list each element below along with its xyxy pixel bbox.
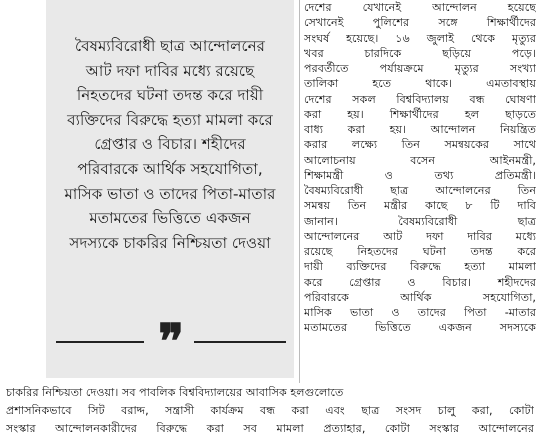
text-line: রয়েছে নিহতদের ঘটনা তদন্ত করে [304,245,536,258]
pull-quote-rule-left [56,341,144,343]
column-divider [299,0,300,383]
text-line: বৈষম্যবিরোধী ছাত্র আন্দোলনের তিন [304,184,536,197]
text-line: বাধ্য করা হয়। আন্দোলন নিয়ন্ত্রিত [304,123,536,136]
text-line: করে গ্রেপ্তার ও বিচার। শহীদদের [304,275,536,289]
text-line: শিক্ষামন্ত্রী ও তথ্য প্রতিমন্ত্রী। [304,168,536,182]
text-line: খবর চারদিকে ছড়িয়ে পড়ে। [304,46,536,60]
text-line: দেশের সকল বিশ্ববিদ্যালয় বন্ধ ঘোষণা [304,92,536,106]
text-line: দেশের যেখানেই আন্দোলন হয়েছে [304,1,536,14]
text-line: সমন্বয় তিন মন্ত্রীর কাছে ৮ টি দাবি [304,199,536,213]
text-line: পরিবারকে আর্থিক সহযোগিতা, [304,290,536,304]
article-body-full-width [6,384,534,438]
text-line: জানান। বৈষম্যবিরোধী ছাত্র [304,214,536,228]
text-line: সংঘর্ষ হয়েছে। ১৬ জুলাই থেকে মৃত্যুর [304,31,536,45]
pull-quote-rule-right [194,341,286,343]
text-line: তালিকা হতে থাকে। এমতাবস্থায় [304,77,536,91]
text-line: আলোচনায় বসেন আইনমন্ত্রী, [304,153,536,167]
text-line: মাসিক ভাতা ও তাদের পিতা -মাতার [304,306,536,319]
text-line: করা হয়। শিক্ষার্থীদের হল ছাড়তে [304,107,536,121]
text-line: মতামতের ভিত্তিতে একজন সদস্যকে [304,321,536,335]
quotation-mark-icon: ❞ [158,314,184,370]
text-line: আন্দোলনের আট দফা দাবির মধ্যে [304,229,536,243]
text-line: চাকরির নিশ্চিয়তা দেওয়া। সব পাবলিক বিশ্ববিদ্যালয়ের আবাসিক হলগুলোতে [6,386,344,399]
text-line: সংস্কার আন্দোলনকারীদের বিরুদ্ধে করা সব মামলা প্রত্যাহার, কোটা সংস্কার আন্দোলনের [6,422,534,435]
text-line: সেখানেই পুলিশের সঙ্গে শিক্ষার্থীদের [304,16,536,30]
pull-quote-box [46,0,294,378]
text-line: পরবর্তীতে পর্যায়ক্রমে মৃত্যুর সংখ্যা [304,62,536,75]
text-line: করার লক্ষ্যে তিন সমন্বয়কের সাথে [304,138,536,152]
pull-quote-text: বৈষম্যবিরোধী ছাত্র আন্দোলনের আট দফা দাবির মধ্যে রয়েছে নিহতদের ঘটনা তদন্ত করে দায়ী ব্যক্তিদের বিরুদ্ধে হত্যা মামলা করে গ্রেপ্তার ও বিচার। শহীদের পরিবারকে আর্থিক সহযোগিতা, মাসিক ভাতা ও তাদের পিতা-মাতার মতামতের ভিত্তিতে একজন সদস্যকে চাকরির নিশ্চিয়তা দেওয়া [64,37,276,252]
text-line: প্রশাসনিকভাবে সিট বরাদ্দ, সন্ত্রাসী কার্যক্রম বন্ধ করা এবং ছাত্র সংসদ চালু করা, কোটা [6,404,534,417]
text-line: দায়ী ব্যক্তিদের বিরুদ্ধে হত্যা মামলা [304,260,536,274]
article-column-right [304,0,536,336]
